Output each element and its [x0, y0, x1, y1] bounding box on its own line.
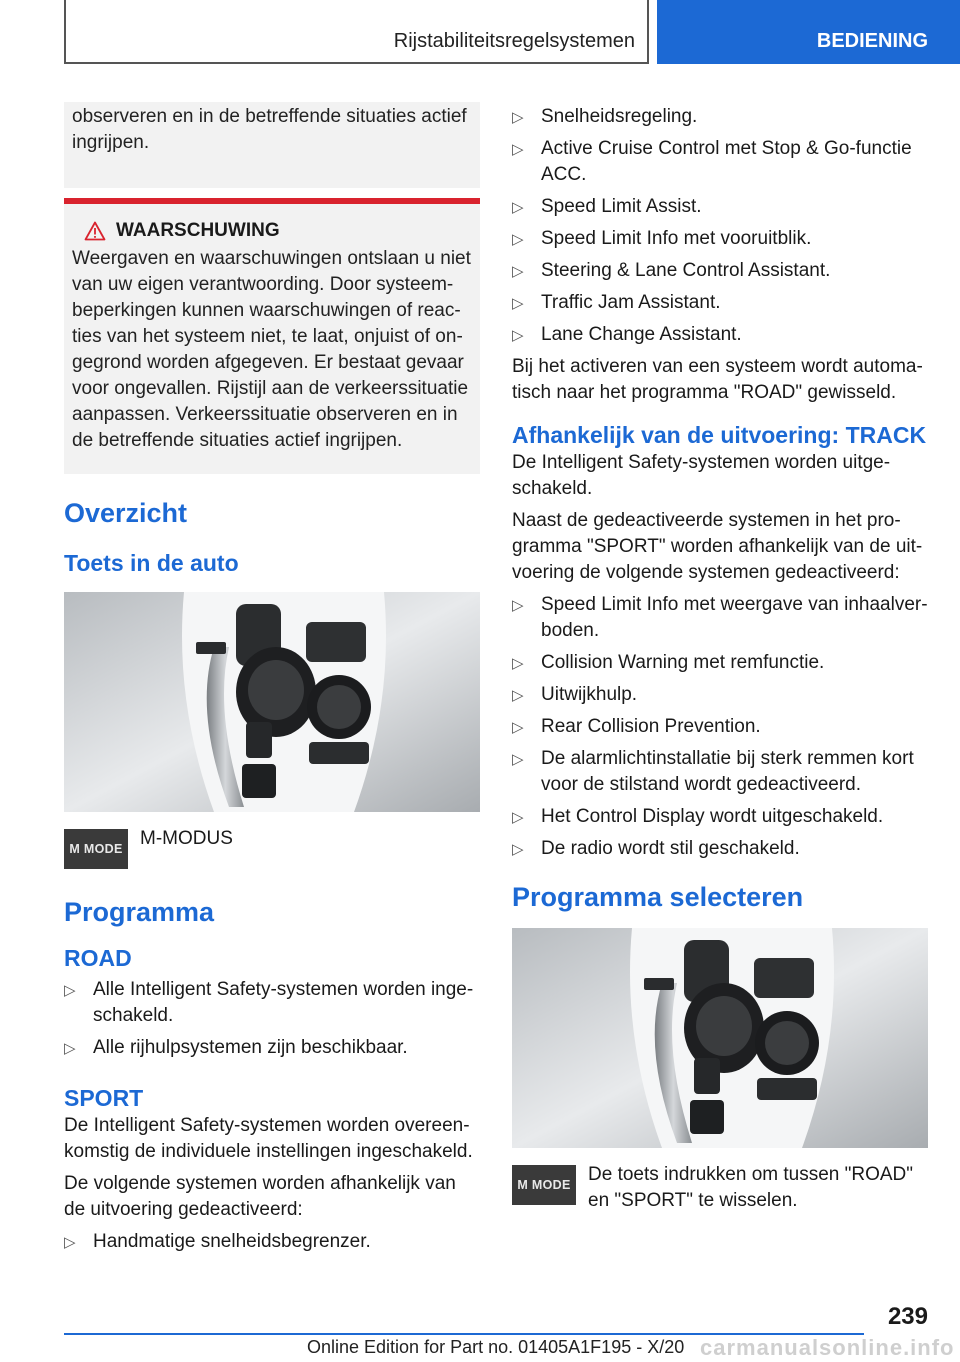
warning-triangle-icon: [84, 221, 106, 241]
triangle-bullet-icon: ▷: [512, 809, 524, 826]
list-item: ▷ Steering & Lane Control Assistant.: [512, 258, 928, 284]
triangle-bullet-icon: ▷: [512, 263, 524, 280]
list-item: ▷ De alarmlichtinstallatie bij sterk remmen kort voor de stilstand wordt gedeactiveerd.: [512, 748, 914, 795]
list-item: ▷ De radio wordt stil geschakeld.: [512, 836, 928, 862]
list-item: ▷ Alle rijhulpsystemen zijn beschikbaar.: [64, 1035, 480, 1061]
header-section-title: Rijstabiliteitsregelsystemen: [393, 30, 635, 52]
m-mode-button-photo: [64, 592, 480, 812]
list-item: ▷ Speed Limit Assist.: [512, 194, 928, 220]
triangle-bullet-icon: ▷: [512, 199, 524, 216]
warning-text: Weergaven en waarschuwingen ontslaan u niet van uw eigen verantwoording. Door systeembeperkingen kunnen waarschuwingen of reacties van het systeem niet, te laat, onjuist of ongegrond worden afgegeven. Er bestaat gevaar voor ongevallen. Rijstijl aan de verkeerssituatie aanpassen. Verkeerssituatie observeren en in de betreffende situaties actief ingrijpen.: [72, 248, 471, 451]
header-chapter-label: BEDIENING: [816, 30, 928, 52]
button-heading: Toets in de auto: [64, 550, 239, 576]
triangle-bullet-icon: ▷: [64, 1040, 76, 1057]
triangle-bullet-icon: ▷: [512, 597, 524, 614]
m-mode-button-icon: M MODE: [512, 1165, 576, 1205]
triangle-bullet-icon: ▷: [512, 327, 524, 344]
footer-edition: Online Edition for Part no. 01405A1F195 - X/20: [307, 1337, 685, 1357]
figure2-caption: De toets indrukken om tussen "ROAD" en "SPORT" te wisselen.: [588, 1164, 914, 1211]
warning-box: [64, 198, 480, 474]
list-item: ▷ Alle Intelligent Safety-systemen worden ingeschakeld.: [64, 979, 474, 1026]
triangle-bullet-icon: ▷: [512, 655, 524, 672]
program-heading: Programma: [64, 897, 215, 927]
list-item: ▷ Het Control Display wordt uitgeschakeld.: [512, 804, 928, 830]
triangle-bullet-icon: ▷: [512, 751, 524, 768]
road-list: [64, 977, 480, 1061]
header-chapter-tab: [657, 0, 960, 64]
triangle-bullet-icon: ▷: [64, 1234, 76, 1251]
watermark: carmanualsonline.info: [700, 1335, 955, 1360]
triangle-bullet-icon: ▷: [512, 231, 524, 248]
track-paragraph-2: Naast de gedeactiveerde systemen in het programma "SPORT" worden afhankelijk van de uitvoering de volgende systemen gedeactiveerd:: [512, 510, 923, 583]
continued-text: observeren en in de betreffende situaties actief ingrijpen.: [64, 102, 480, 188]
list-item: ▷ Uitwijkhulp.: [512, 682, 928, 708]
road-switch-paragraph: Bij het activeren van een systeem wordt automatisch naar het programma "ROAD" gewisseld.: [512, 356, 923, 403]
select-program-heading: Programma selecteren: [512, 882, 804, 912]
list-item: ▷ Snelheidsregeling.: [512, 104, 928, 130]
list-item: ▷ Collision Warning met remfunctie.: [512, 650, 928, 676]
triangle-bullet-icon: ▷: [512, 687, 524, 704]
sport-list-continued: [512, 104, 928, 348]
list-item: ▷ Active Cruise Control met Stop & Go-functie ACC.: [512, 138, 912, 185]
sport-paragraph-2: De volgende systemen worden afhankelijk van de uitvoering gedeactiveerd:: [64, 1173, 456, 1220]
list-item: ▷ Speed Limit Info met vooruitblik.: [512, 226, 928, 252]
list-item: ▷ Speed Limit Info met weergave van inhaalverboden.: [512, 594, 928, 641]
sport-list: [64, 1229, 480, 1255]
road-heading: ROAD: [64, 945, 132, 971]
triangle-bullet-icon: ▷: [512, 295, 524, 312]
sport-paragraph-1: De Intelligent Safety-systemen worden overeenkomstig de individuele instellingen ingeschakeld.: [64, 1115, 473, 1162]
list-item: ▷ Rear Collision Prevention.: [512, 714, 928, 740]
sport-heading: SPORT: [64, 1085, 144, 1111]
figure1-caption: M-MODUS: [140, 828, 233, 849]
triangle-bullet-icon: ▷: [512, 109, 524, 126]
warning-header: [72, 220, 472, 242]
track-list: [512, 592, 928, 862]
list-item: ▷ Handmatige snelheidsbegrenzer.: [64, 1229, 480, 1255]
figure1-caption-row: [64, 829, 480, 869]
track-paragraph-1: De Intelligent Safety-systemen worden uitgeschakeld.: [512, 452, 891, 499]
m-mode-button-icon: M MODE: [64, 829, 128, 869]
overview-heading: Overzicht: [64, 498, 188, 528]
list-item: ▷ Traffic Jam Assistant.: [512, 290, 928, 316]
track-heading: Afhankelijk van de uitvoering: TRACK: [512, 422, 927, 448]
warning-title: WAARSCHUWING: [116, 220, 280, 241]
figure2-caption-row: [512, 1165, 928, 1214]
triangle-bullet-icon: ▷: [512, 841, 524, 858]
right-column: [512, 104, 928, 1214]
m-mode-button-photo-2: [512, 928, 928, 1148]
triangle-bullet-icon: ▷: [512, 141, 524, 158]
left-column: [64, 102, 480, 1261]
list-item: ▷ Lane Change Assistant.: [512, 322, 928, 348]
triangle-bullet-icon: ▷: [512, 719, 524, 736]
page-number: 239: [887, 1303, 928, 1330]
triangle-bullet-icon: ▷: [64, 982, 76, 999]
